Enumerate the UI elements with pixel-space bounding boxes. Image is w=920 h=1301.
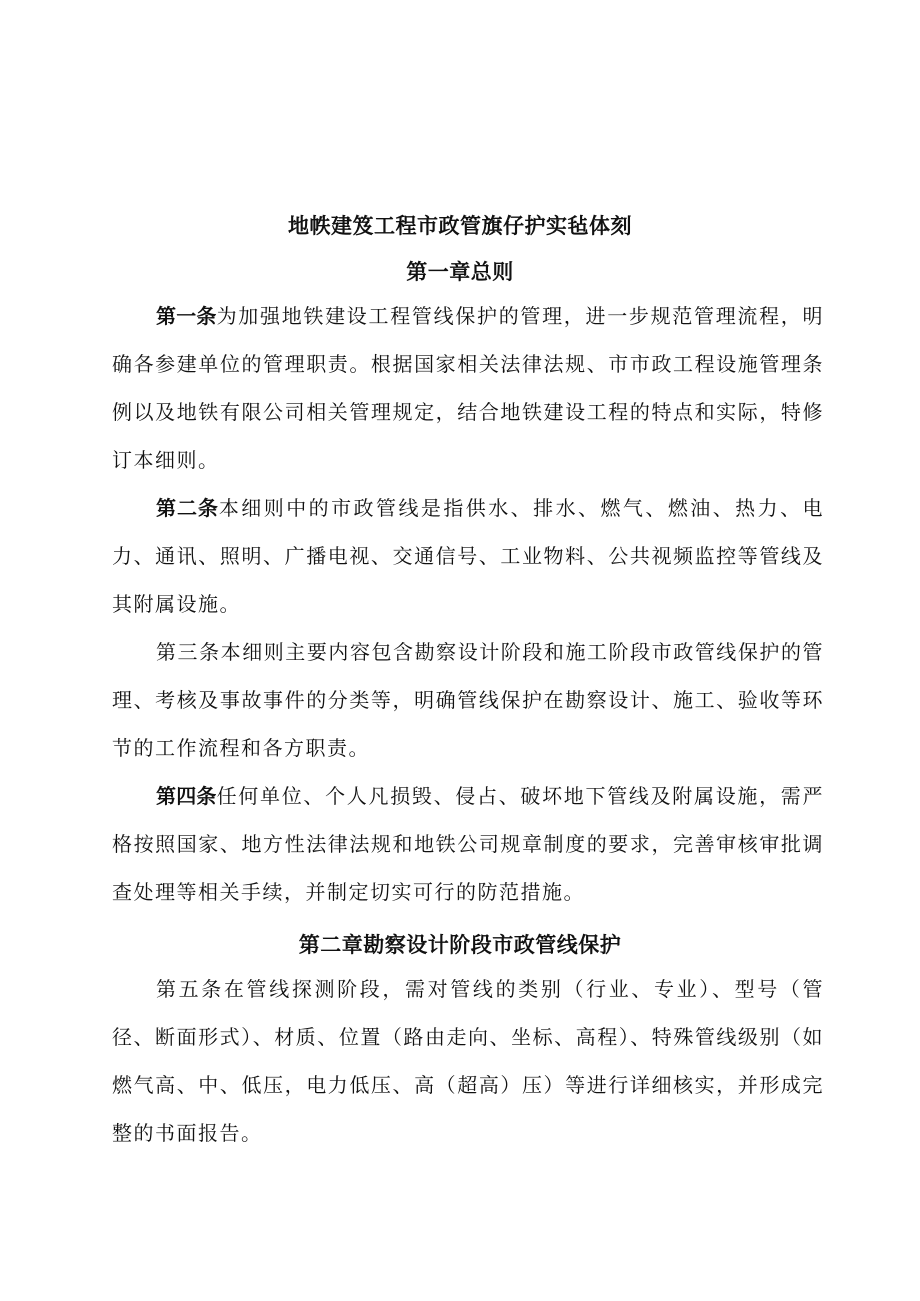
article-2-label: 第二条 (156, 496, 219, 520)
chapter-2-heading: 第二章勘察设计阶段市政管线保护 (298, 933, 622, 957)
chapter-1-heading: 第一章总则 (406, 260, 514, 284)
article-2 (112, 484, 824, 628)
article-5-text: 第五条在管线探测阶段，需对管线的类别（行业、专业）、型号（管径、断面形式）、材质、位置（路由走向、坐标、高程）、特殊管线级别（如燃气高、中、低压，电力低压、高（超高）压）等进行详细核实，并形成完整的书面报告。 (112, 977, 824, 1145)
article-1-text: 为加强地铁建设工程管线保护的管理，进一步规范管理流程，明确各参建单位的管理职责。根据国家相关法律法规、市市政工程设施管理条例以及地铁有限公司相关管理规定，结合地铁建设工程的特点和实际，特修订本细则。 (112, 304, 825, 472)
article-1-label: 第一条 (156, 304, 217, 328)
article-3 (112, 628, 824, 772)
article-2-text: 本细则中的市政管线是指供水、排水、燃气、燃油、热力、电力、通讯、照明、广播电视、交通信号、工业物料、公共视频监控等管线及其附属设施。 (112, 496, 825, 616)
article-4-text: 任何单位、个人凡损毁、侵占、破坏地下管线及附属设施，需严格按照国家、地方性法律法规和地铁公司规章制度的要求，完善审核审批调查处理等相关手续，并制定切实可行的防范措施。 (112, 784, 825, 904)
article-3-text: 第三条本细则主要内容包含勘察设计阶段和施工阶段市政管线保护的管理、考核及事故事件的分类等，明确管线保护在勘察设计、施工、验收等环节的工作流程和各方职责。 (112, 640, 824, 760)
article-4 (112, 772, 824, 916)
article-5 (112, 965, 824, 1157)
article-4-label: 第四条 (156, 784, 217, 808)
document-title: 地帙建笈工程市政管旗仔护实毡体刻 (288, 214, 632, 238)
article-1 (112, 292, 824, 484)
